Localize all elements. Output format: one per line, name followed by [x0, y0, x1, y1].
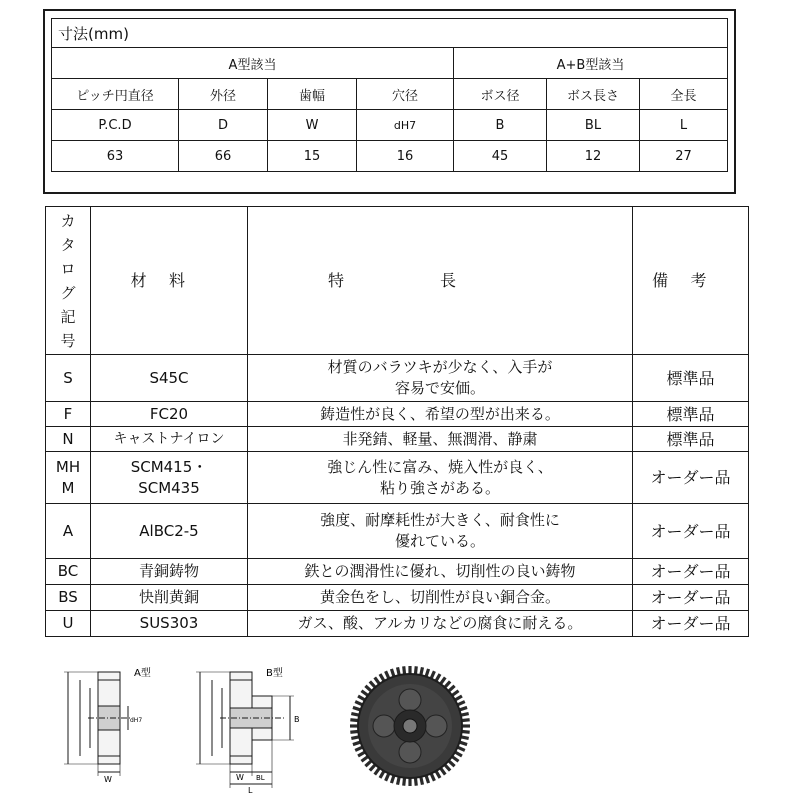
type-b-w-label: W — [236, 773, 244, 782]
header-remarks — [633, 207, 749, 355]
remarks-cell: 標準品 — [633, 427, 749, 452]
remarks-cell: オーダー品 — [633, 452, 749, 504]
symbol-b: B — [454, 110, 547, 141]
type-b-b-label: B — [294, 715, 300, 724]
code-char: 号 — [60, 331, 76, 350]
remarks-cell: オーダー品 — [633, 611, 749, 637]
type-a-w-label: W — [104, 775, 112, 784]
header-catalog-code — [46, 207, 91, 355]
type-b-l-label: L — [248, 786, 253, 795]
table-row — [46, 611, 749, 637]
table-row — [46, 427, 749, 452]
header-material — [91, 207, 248, 355]
gear-photo — [348, 664, 472, 788]
remarks-cell: オーダー品 — [633, 504, 749, 559]
symbol-w: W — [268, 110, 357, 141]
code-char: カ — [60, 211, 76, 230]
features-cell — [248, 504, 633, 559]
header-catalog-code-vertical — [60, 209, 75, 353]
table-row — [46, 504, 749, 559]
remarks-cell: オーダー品 — [633, 559, 749, 585]
header-material-text: 材料 — [130, 271, 208, 290]
col-header-total-length: 全長 — [640, 79, 728, 110]
catalog-code: MH M — [46, 452, 91, 504]
features-line: 強じん性に富み、焼入性が良く、 — [327, 457, 553, 476]
col-header-boss-dia: ボス径 — [454, 79, 547, 110]
group-a-header: A型該当 — [52, 48, 454, 79]
features-line: 粘り強さがある。 — [379, 478, 500, 497]
gear-hole — [425, 715, 447, 737]
code-char: グ — [60, 283, 76, 302]
features-cell — [248, 585, 633, 611]
table-row — [46, 559, 749, 585]
symbol-pcd: P.C.D — [52, 110, 179, 141]
gear-bore — [403, 719, 417, 733]
gear-hole — [399, 741, 421, 763]
features-line: 黄金色をし、切削性が良い銅合金。 — [319, 588, 560, 606]
code-char: ロ — [60, 259, 76, 278]
gear-hole — [399, 689, 421, 711]
type-b-bl-label: BL — [256, 774, 265, 782]
catalog-code: F — [46, 402, 91, 427]
catalog-code: BS — [46, 585, 91, 611]
remarks-cell: 標準品 — [633, 355, 749, 402]
features-line: 鋳造性が良く、希望の型が出来る。 — [320, 404, 560, 423]
table-row — [46, 452, 749, 504]
features-cell — [248, 427, 633, 452]
header-remarks-text: 備考 — [652, 271, 729, 290]
value-d: 66 — [179, 141, 268, 172]
value-bl: 12 — [547, 141, 640, 172]
material-table-body — [46, 355, 749, 637]
col-header-boss-length: ボス長さ — [547, 79, 640, 110]
symbol-d: D — [179, 110, 268, 141]
features-line: 容易で安価。 — [394, 379, 485, 397]
features-line: ガス、酸、アルカリなどの腐食に耐える。 — [297, 614, 583, 632]
catalog-code: N — [46, 427, 91, 452]
features-line: 非発錆、軽量、無潤滑、静粛 — [342, 429, 538, 448]
features-cell — [248, 559, 633, 585]
material-name: S45C — [91, 355, 248, 402]
col-header-face-width: 歯幅 — [268, 79, 357, 110]
symbol-l: L — [640, 110, 728, 141]
catalog-code: S — [46, 355, 91, 402]
material-name: キャストナイロン — [91, 427, 248, 452]
features-cell — [248, 452, 633, 504]
features-line: 鉄との潤滑性に優れ、切削性の良い鋳物 — [304, 562, 576, 580]
material-name: AlBC2-5 — [91, 504, 248, 559]
table-row — [46, 355, 749, 402]
gear-hole — [373, 715, 395, 737]
features-line: 材質のバラツキが少なく、入手が — [327, 358, 553, 376]
type-b-diagram — [190, 660, 320, 795]
value-pcd: 63 — [52, 141, 179, 172]
header-features — [248, 207, 633, 355]
catalog-code: U — [46, 611, 91, 637]
value-dh7: 16 — [357, 141, 454, 172]
group-ab-header: A+B型該当 — [454, 48, 728, 79]
type-a-dh-label: dH7 — [130, 717, 143, 724]
code-char: 記 — [60, 307, 76, 326]
catalog-code: BC — [46, 559, 91, 585]
type-b-label: B型 — [266, 668, 283, 679]
remarks-cell: 標準品 — [633, 402, 749, 427]
dimension-box — [43, 9, 736, 194]
value-w: 15 — [268, 141, 357, 172]
symbol-bl: BL — [547, 110, 640, 141]
type-a-label: A型 — [134, 668, 151, 679]
symbol-dh7: dH7 — [357, 110, 454, 141]
dimension-table — [51, 18, 728, 172]
material-name: FC20 — [91, 402, 248, 427]
material-name: SCM415・ SCM435 — [91, 452, 248, 504]
type-a-diagram — [58, 660, 168, 785]
features-cell — [248, 611, 633, 637]
dimension-title: 寸法(mm) — [52, 19, 728, 48]
catalog-code: A — [46, 504, 91, 559]
code-char: タ — [60, 235, 76, 254]
features-cell — [248, 355, 633, 402]
material-name: SUS303 — [91, 611, 248, 637]
header-features-text: 特長 — [327, 271, 552, 290]
col-header-bore: 穴径 — [357, 79, 454, 110]
features-cell — [248, 402, 633, 427]
table-row — [46, 585, 749, 611]
material-name: 快削黄銅 — [91, 585, 248, 611]
material-name: 青銅鋳物 — [91, 559, 248, 585]
remarks-cell: オーダー品 — [633, 585, 749, 611]
material-table — [45, 206, 749, 637]
features-line: 優れている。 — [394, 532, 485, 550]
col-header-outer-dia: 外径 — [179, 79, 268, 110]
col-header-pcd: ピッチ円直径 — [52, 79, 179, 110]
value-l: 27 — [640, 141, 728, 172]
features-line: 強度、耐摩耗性が大きく、耐食性に — [320, 511, 560, 529]
value-b: 45 — [454, 141, 547, 172]
table-row — [46, 402, 749, 427]
